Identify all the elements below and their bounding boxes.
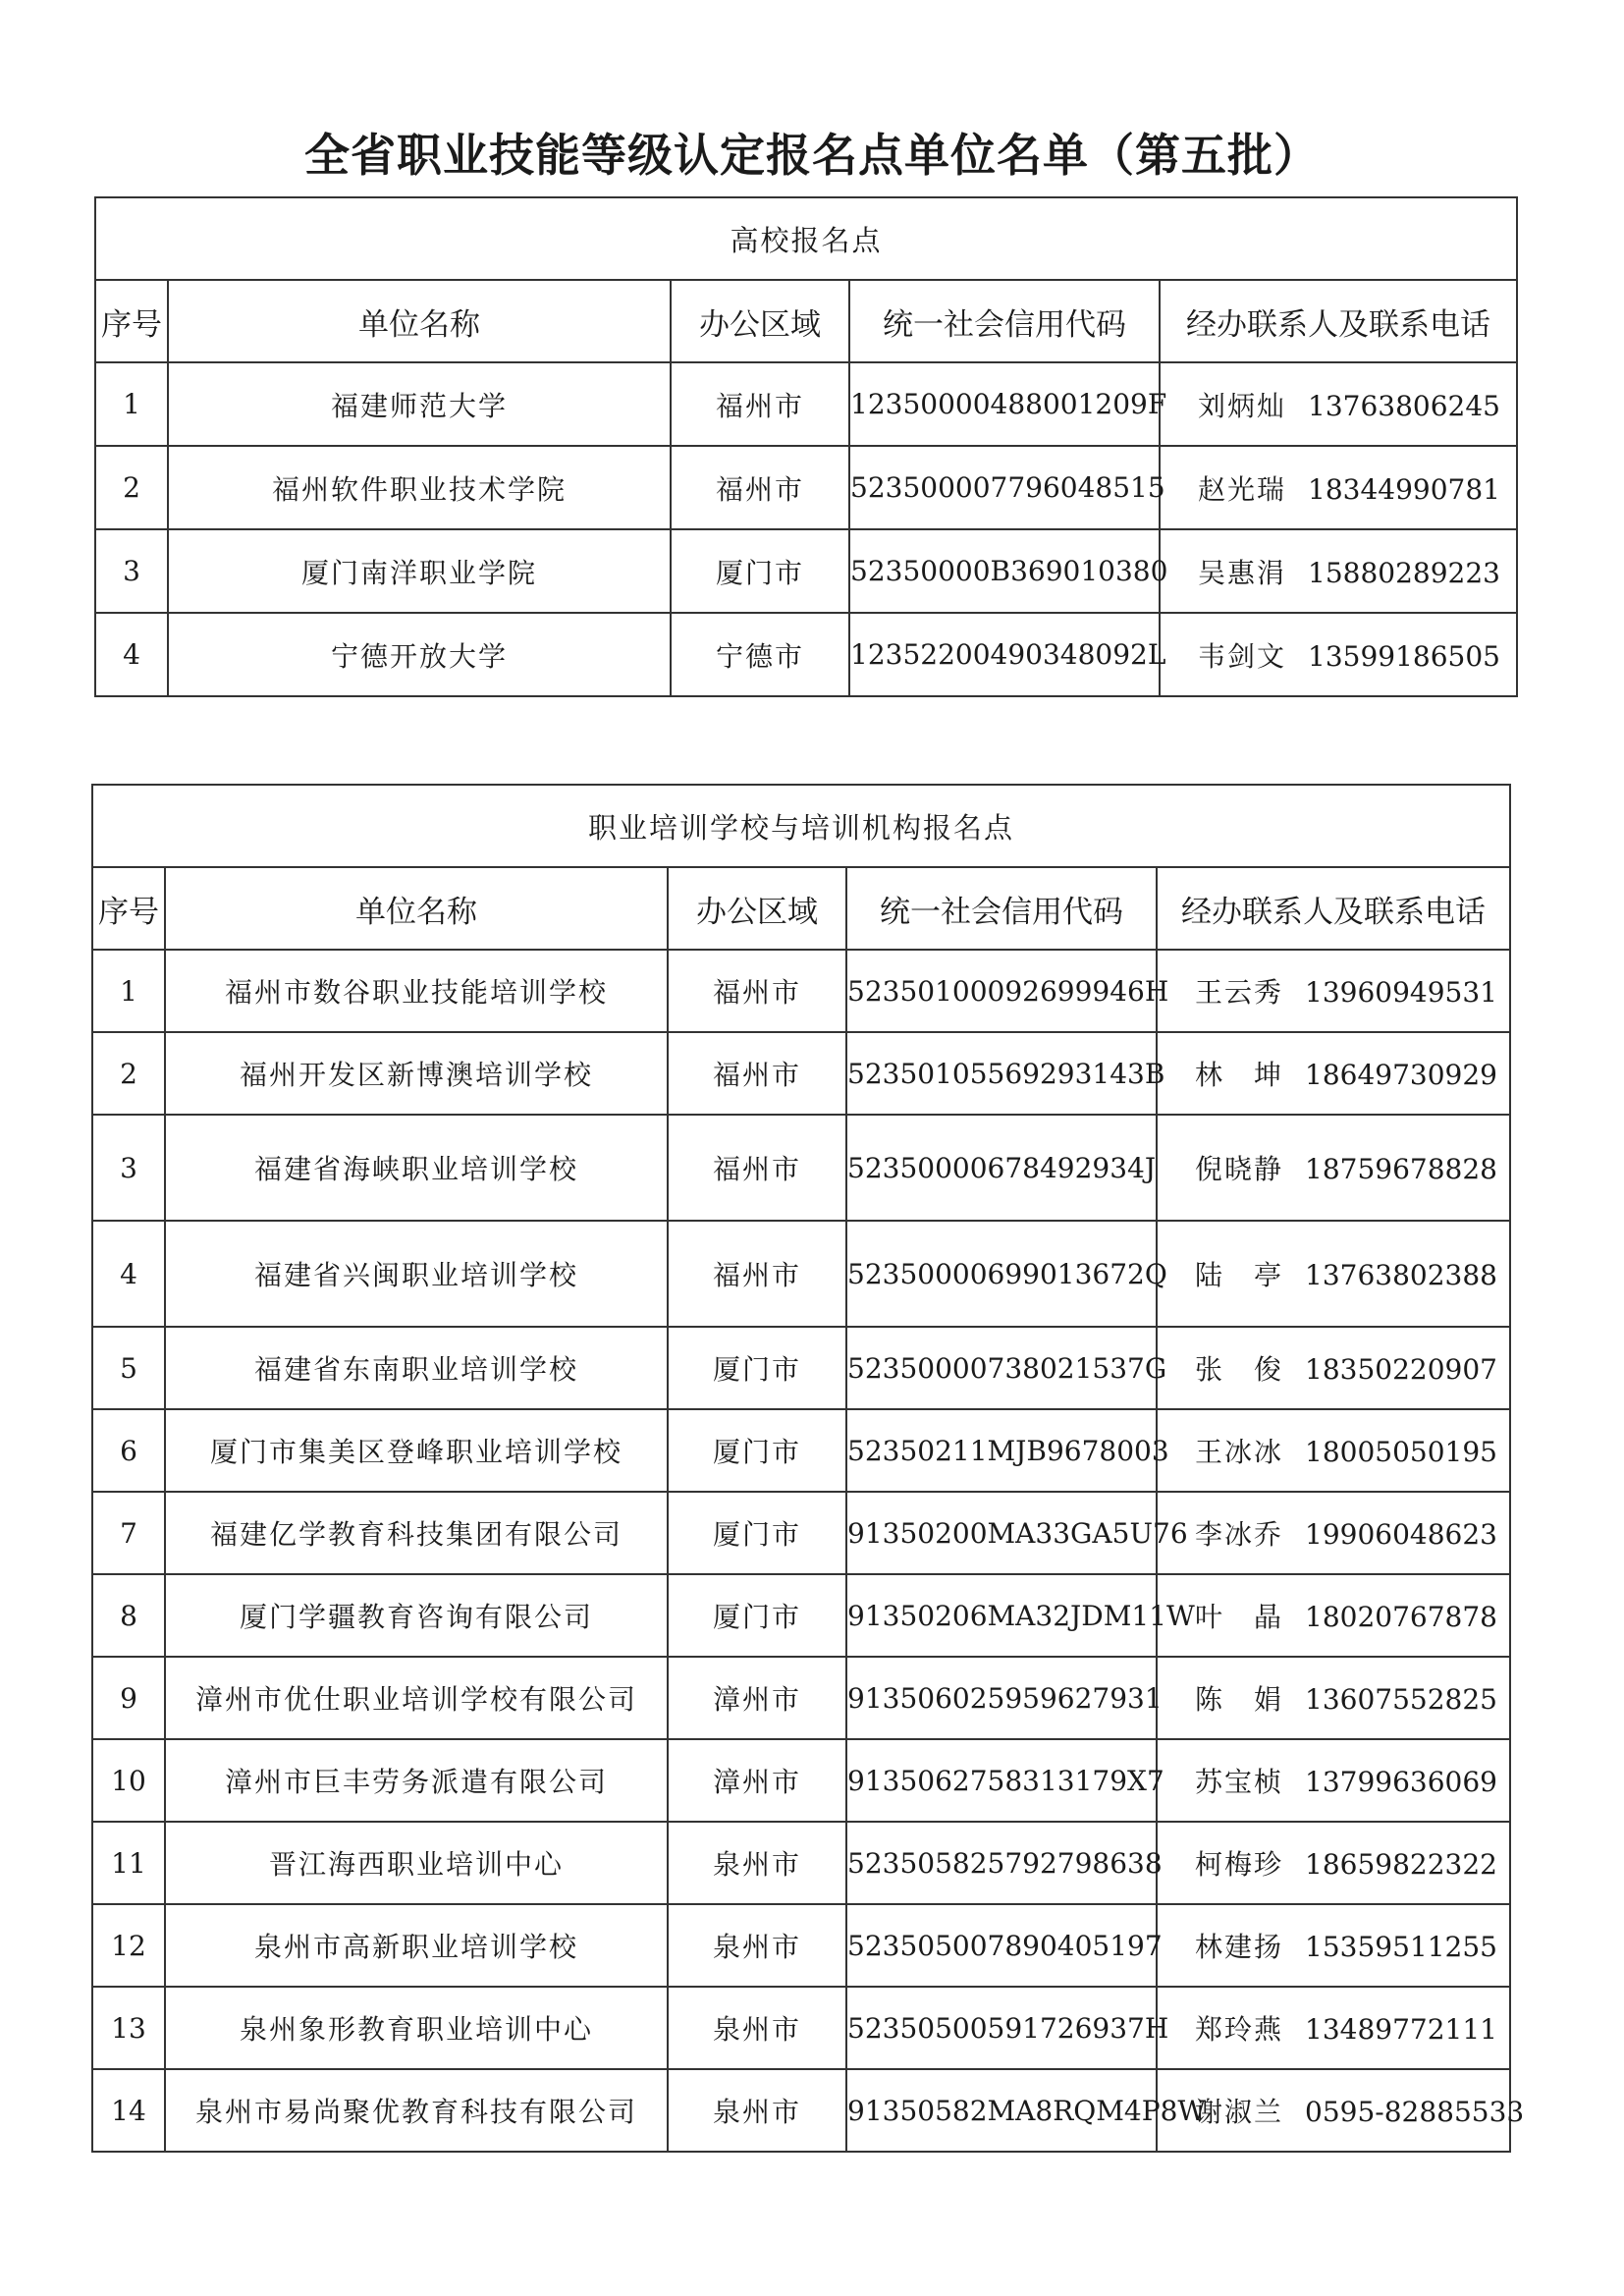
row-seq: 7: [92, 1492, 165, 1574]
row-area: 泉州市: [668, 1822, 846, 1904]
header-area: 办公区域: [671, 280, 849, 362]
contact-person: 赵光瑞: [1198, 472, 1287, 506]
contact-phone: 13607552825: [1305, 1683, 1497, 1716]
row-unit-name: 厦门学疆教育咨询有限公司: [165, 1574, 668, 1657]
university-rows: [95, 362, 1517, 696]
row-unit-name: 福州软件职业技术学院: [168, 446, 671, 529]
contact-person: 李冰乔: [1195, 1518, 1284, 1551]
contact-person: 林 坤: [1195, 1059, 1284, 1091]
contact-person: 陆 亭: [1195, 1259, 1284, 1291]
row-seq: 4: [95, 613, 168, 696]
header-contact: 经办联系人及联系电话: [1157, 867, 1510, 950]
table-row: [92, 1492, 1510, 1574]
contact-person: 叶 晶: [1195, 1601, 1284, 1633]
row-area: 福州市: [668, 1115, 846, 1221]
row-area: 福州市: [671, 446, 849, 529]
row-credit-code: 52350000678492934J: [846, 1115, 1157, 1221]
header-seq: 序号: [95, 280, 168, 362]
table-row: [95, 362, 1517, 446]
row-area: 福州市: [668, 1221, 846, 1327]
row-seq: 13: [92, 1987, 165, 2069]
row-seq: 11: [92, 1822, 165, 1904]
contact-phone: 13799636069: [1305, 1766, 1497, 1798]
contact-phone: 13599186505: [1308, 639, 1500, 673]
table-row: [92, 1822, 1510, 1904]
row-area: 厦门市: [668, 1574, 846, 1657]
contact-phone: 0595-82885533: [1305, 2096, 1525, 2128]
row-unit-name: 宁德开放大学: [168, 613, 671, 696]
contact-person: 倪晓静: [1195, 1153, 1284, 1185]
row-unit-name: 泉州象形教育职业培训中心: [165, 1987, 668, 2069]
table-row: [92, 1032, 1510, 1115]
contact-person: 谢淑兰: [1195, 2096, 1284, 2128]
header-name: 单位名称: [168, 280, 671, 362]
row-credit-code: 52350100092699946H: [846, 950, 1157, 1032]
contact-person: 王冰冰: [1195, 1436, 1284, 1468]
row-area: 泉州市: [668, 1904, 846, 1987]
row-contact: [1157, 1904, 1510, 1987]
row-contact: [1160, 362, 1517, 446]
header-code: 统一社会信用代码: [849, 280, 1160, 362]
row-contact: [1160, 446, 1517, 529]
contact-phone: 13960949531: [1305, 976, 1497, 1009]
row-unit-name: 福州市数谷职业技能培训学校: [165, 950, 668, 1032]
contact-person: 张 俊: [1195, 1353, 1284, 1386]
row-contact: [1157, 1115, 1510, 1221]
contact-phone: 15359511255: [1305, 1931, 1497, 1963]
row-area: 宁德市: [671, 613, 849, 696]
row-unit-name: 漳州市优仕职业培训学校有限公司: [165, 1657, 668, 1739]
row-credit-code: 12352200490348092L: [849, 613, 1160, 696]
row-area: 厦门市: [668, 1409, 846, 1492]
table-row: [92, 1904, 1510, 1987]
row-seq: 1: [92, 950, 165, 1032]
contact-person: 林建扬: [1195, 1931, 1284, 1963]
row-contact: [1160, 613, 1517, 696]
header-name: 单位名称: [165, 867, 668, 950]
row-area: 福州市: [671, 362, 849, 446]
row-unit-name: 漳州市巨丰劳务派遣有限公司: [165, 1739, 668, 1822]
header-code: 统一社会信用代码: [846, 867, 1157, 950]
table-row: [92, 2069, 1510, 2152]
row-unit-name: 福建省东南职业培训学校: [165, 1327, 668, 1409]
row-credit-code: 52350105569293143B: [846, 1032, 1157, 1115]
header-seq: 序号: [92, 867, 165, 950]
section-title: 职业培训学校与培训机构报名点: [92, 785, 1510, 867]
row-unit-name: 泉州市易尚聚优教育科技有限公司: [165, 2069, 668, 2152]
row-contact: [1157, 1409, 1510, 1492]
row-credit-code: 12350000488001209F: [849, 362, 1160, 446]
row-seq: 4: [92, 1221, 165, 1327]
table-row: [95, 529, 1517, 613]
row-seq: 1: [95, 362, 168, 446]
contact-phone: 13489772111: [1305, 2013, 1497, 2046]
row-contact: [1157, 1221, 1510, 1327]
table-row: [95, 613, 1517, 696]
row-credit-code: 91350206MA32JDM11W: [846, 1574, 1157, 1657]
row-credit-code: 913506025959627931: [846, 1657, 1157, 1739]
contact-phone: 18759678828: [1305, 1153, 1497, 1185]
row-unit-name: 厦门南洋职业学院: [168, 529, 671, 613]
contact-person: 王云秀: [1195, 976, 1284, 1009]
table-row: [92, 1987, 1510, 2069]
row-area: 泉州市: [668, 1987, 846, 2069]
row-area: 漳州市: [668, 1739, 846, 1822]
row-unit-name: 泉州市高新职业培训学校: [165, 1904, 668, 1987]
contact-person: 刘炳灿: [1198, 389, 1287, 422]
contact-phone: 15880289223: [1308, 556, 1500, 589]
row-seq: 2: [92, 1032, 165, 1115]
row-seq: 9: [92, 1657, 165, 1739]
contact-phone: 18649730929: [1305, 1059, 1497, 1091]
contact-phone: 18005050195: [1305, 1436, 1497, 1468]
table-row: [92, 1657, 1510, 1739]
table-row: [92, 1409, 1510, 1492]
row-credit-code: 91350200MA33GA5U76: [846, 1492, 1157, 1574]
row-contact: [1157, 1657, 1510, 1739]
row-contact: [1157, 1739, 1510, 1822]
contact-person: 陈 娟: [1195, 1683, 1284, 1716]
row-unit-name: 福建师范大学: [168, 362, 671, 446]
training-table: [91, 784, 1525, 2153]
row-credit-code: 9135062758313179X7: [846, 1739, 1157, 1822]
row-unit-name: 晋江海西职业培训中心: [165, 1822, 668, 1904]
row-seq: 5: [92, 1327, 165, 1409]
contact-person: 吴惠涓: [1198, 556, 1287, 589]
row-area: 厦门市: [668, 1492, 846, 1574]
table-row: [92, 950, 1510, 1032]
row-area: 泉州市: [668, 2069, 846, 2152]
table-row: [92, 1221, 1510, 1327]
header-area: 办公区域: [668, 867, 846, 950]
header-contact: 经办联系人及联系电话: [1160, 280, 1517, 362]
row-credit-code: 52350000B369010380: [849, 529, 1160, 613]
contact-phone: 18350220907: [1305, 1353, 1497, 1386]
row-seq: 10: [92, 1739, 165, 1822]
row-unit-name: 福州开发区新博澳培训学校: [165, 1032, 668, 1115]
row-contact: [1157, 1032, 1510, 1115]
table-row: [95, 446, 1517, 529]
row-area: 福州市: [668, 1032, 846, 1115]
table-row: [92, 1115, 1510, 1221]
row-contact: [1157, 950, 1510, 1032]
row-seq: 2: [95, 446, 168, 529]
row-credit-code: 52350500591726937H: [846, 1987, 1157, 2069]
row-area: 厦门市: [671, 529, 849, 613]
training-rows: [92, 950, 1525, 2152]
row-unit-name: 厦门市集美区登峰职业培训学校: [165, 1409, 668, 1492]
row-seq: 3: [92, 1115, 165, 1221]
row-area: 漳州市: [668, 1657, 846, 1739]
table-row: [92, 1574, 1510, 1657]
row-contact: [1157, 1574, 1510, 1657]
contact-person: 郑玲燕: [1195, 2013, 1284, 2046]
row-seq: 14: [92, 2069, 165, 2152]
university-table: [94, 196, 1518, 697]
contact-phone: 13763802388: [1305, 1259, 1497, 1291]
row-contact: [1160, 529, 1517, 613]
row-credit-code: 52350211MJB9678003: [846, 1409, 1157, 1492]
contact-person: 韦剑文: [1198, 639, 1287, 673]
row-contact: [1157, 1822, 1510, 1904]
row-area: 福州市: [668, 950, 846, 1032]
contact-phone: 18344990781: [1308, 472, 1500, 506]
contact-phone: 18020767878: [1305, 1601, 1497, 1633]
row-credit-code: 523505007890405197: [846, 1904, 1157, 1987]
page-title: 全省职业技能等级认定报名点单位名单（第五批）: [304, 129, 1320, 182]
row-unit-name: 福建省兴闽职业培训学校: [165, 1221, 668, 1327]
row-unit-name: 福建省海峡职业培训学校: [165, 1115, 668, 1221]
contact-person: 柯梅珍: [1195, 1848, 1284, 1881]
table-row: [92, 1739, 1510, 1822]
contact-phone: 19906048623: [1305, 1518, 1497, 1551]
row-seq: 3: [95, 529, 168, 613]
row-contact: [1157, 1492, 1510, 1574]
row-contact: [1157, 2069, 1525, 2152]
row-credit-code: 91350582MA8RQM4P8W: [846, 2069, 1157, 2152]
row-credit-code: 52350000738021537G: [846, 1327, 1157, 1409]
row-contact: [1157, 1987, 1510, 2069]
row-unit-name: 福建亿学教育科技集团有限公司: [165, 1492, 668, 1574]
section-title: 高校报名点: [95, 197, 1517, 280]
row-contact: [1157, 1327, 1510, 1409]
contact-phone: 18659822322: [1305, 1848, 1497, 1881]
row-credit-code: 52350000699013672Q: [846, 1221, 1157, 1327]
contact-phone: 13763806245: [1308, 389, 1500, 422]
row-area: 厦门市: [668, 1327, 846, 1409]
contact-person: 苏宝桢: [1195, 1766, 1284, 1798]
row-seq: 8: [92, 1574, 165, 1657]
row-seq: 12: [92, 1904, 165, 1987]
row-seq: 6: [92, 1409, 165, 1492]
row-credit-code: 523505825792798638: [846, 1822, 1157, 1904]
table-row: [92, 1327, 1510, 1409]
row-credit-code: 523500007796048515: [849, 446, 1160, 529]
